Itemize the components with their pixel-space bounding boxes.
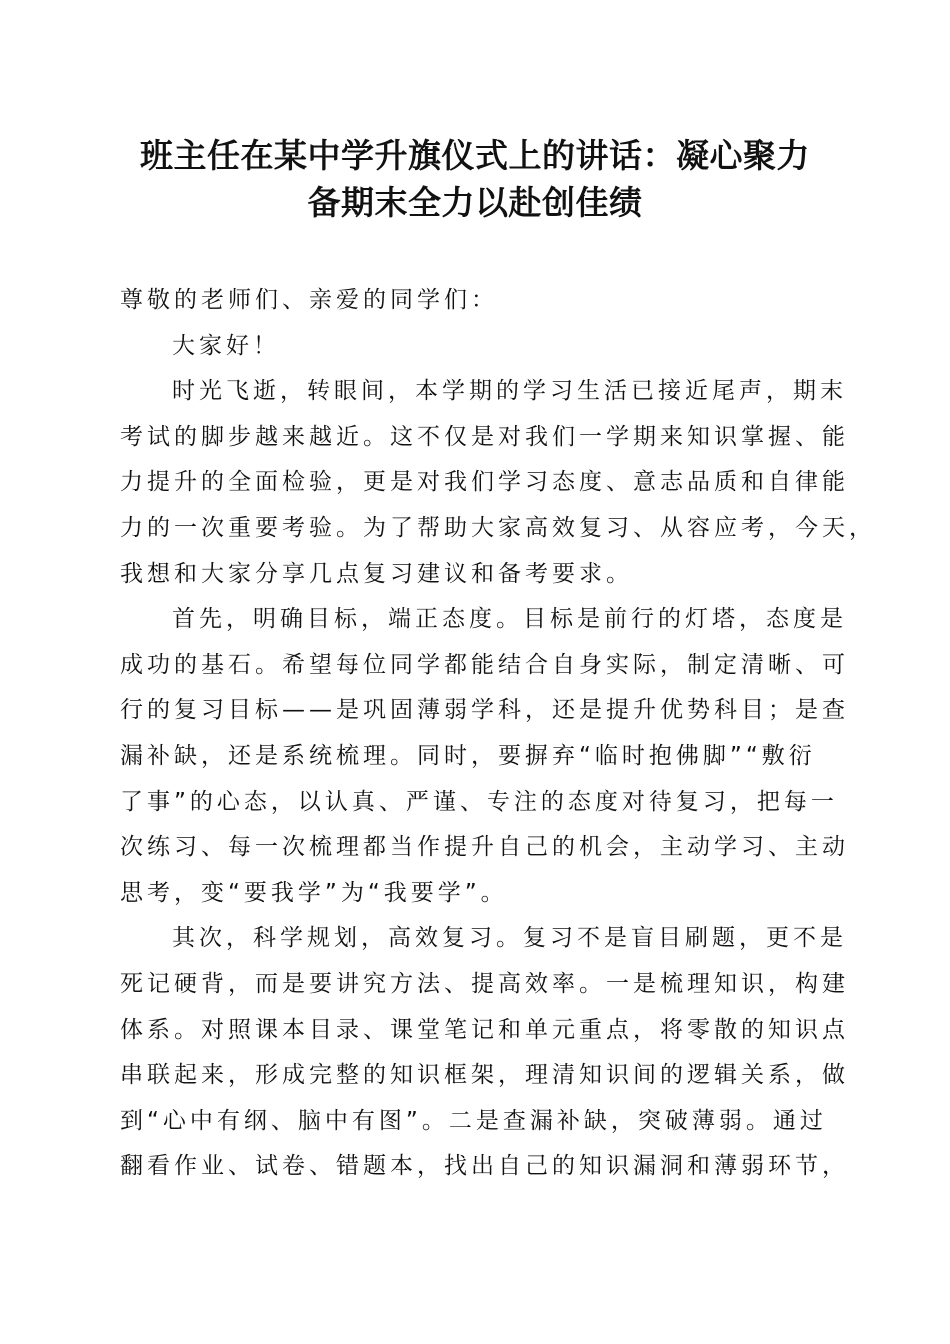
- paragraph-line: 首先，明确目标，端正态度。目标是前行的灯塔，态度是: [172, 606, 847, 633]
- paragraph-line: 漏补缺，还是系统梳理。同时，要摒弃“临时抱佛脚”“敷衍: [120, 742, 816, 769]
- greeting: 大家好！: [172, 332, 280, 359]
- document-title: [100, 132, 850, 226]
- paragraph-line: 次练习、每一次梳理都当作提升自己的机会，主动学习、主动: [120, 834, 849, 861]
- paragraph-line: 其次，科学规划，高效复习。复习不是盲目刷题，更不是: [172, 925, 847, 952]
- document-body: [120, 278, 876, 1190]
- paragraph-line: 思考，变“要我学”为“我要学”。: [120, 879, 508, 906]
- paragraph-line: 串联起来，形成完整的知识框架，理清知识间的逻辑关系，做: [120, 1062, 849, 1089]
- paragraph-line: 体系。对照课本目录、课堂笔记和单元重点，将零散的知识点: [120, 1016, 849, 1043]
- paragraph-line: 力提升的全面检验，更是对我们学习态度、意志品质和自律能: [120, 469, 849, 496]
- paragraph-line: 时光飞逝，转眼间，本学期的学习生活已接近尾声，期末: [172, 378, 847, 405]
- paragraph-line: 成功的基石。希望每位同学都能结合自身实际，制定清晰、可: [120, 651, 849, 678]
- paragraph-line: 死记硬背，而是要讲究方法、提高效率。一是梳理知识，构建: [120, 970, 849, 997]
- title-line: 备期末全力以赴创佳绩: [307, 183, 643, 222]
- paragraph: [120, 916, 849, 1190]
- paragraph-line: 到“心中有纲、脑中有图”。二是查漏补缺，突破薄弱。通过: [120, 1107, 827, 1134]
- paragraph: [120, 597, 849, 916]
- paragraph: [120, 369, 876, 597]
- paragraph-line: 了事”的心态，以认真、严谨、专注的态度对待复习，把每一: [120, 788, 838, 815]
- paragraph-line: 翻看作业、试卷、错题本，找出自己的知识漏洞和薄弱环节，: [120, 1153, 849, 1180]
- paragraph-line: 力的一次重要考验。为了帮助大家高效复习、从容应考，今天，: [120, 514, 876, 541]
- title-line: 班主任在某中学升旗仪式上的讲话：凝心聚力: [140, 136, 810, 175]
- paragraph-line: 考试的脚步越来越近。这不仅是对我们一学期来知识掌握、能: [120, 423, 849, 450]
- salutation: 尊敬的老师们、亲爱的同学们：: [120, 287, 498, 313]
- paragraph-line: 行的复习目标——是巩固薄弱学科，还是提升优势科目；是查: [120, 697, 849, 724]
- paragraph-line: 我想和大家分享几点复习建议和备考要求。: [120, 560, 633, 587]
